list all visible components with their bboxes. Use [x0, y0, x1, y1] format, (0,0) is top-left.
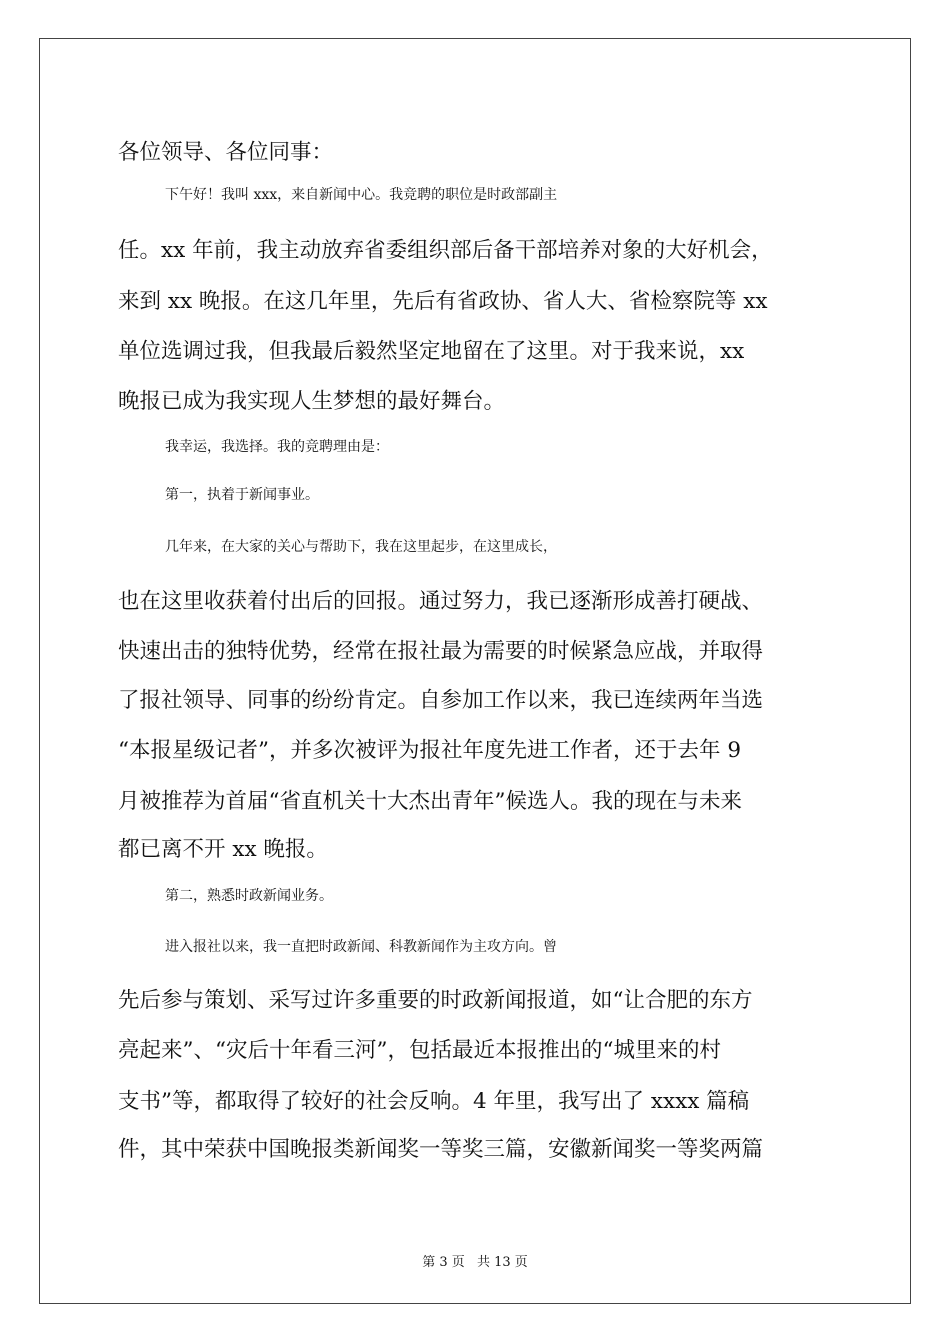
paragraph-line: 来到 xx 晚报。在这几年里，先后有省政协、省人大、省检察院等 xx [118, 289, 768, 314]
paragraph-line: 支书”等，都取得了较好的社会反响。4 年里，我写出了 xxxx 篇稿 [118, 1089, 750, 1114]
paragraph-line: 晚报已成为我实现人生梦想的最好舞台。 [118, 389, 506, 414]
paragraph-line: 几年来，在大家的关心与帮助下，我在这里起步，在这里成长， [165, 539, 557, 555]
paragraph-line: 单位选调过我，但我最后毅然坚定地留在了这里。对于我来说，xx [118, 339, 745, 364]
paragraph-line: 亮起来”、“灾后十年看三河”，包括最近本报推出的“城里来的村 [118, 1038, 721, 1063]
paragraph-line: 下午好！我叫 xxx，来自新闻中心。我竞聘的职位是时政部副主 [165, 187, 558, 203]
paragraph-line: 都已离不开 xx 晚报。 [118, 837, 328, 862]
page-number: 第 3 页 [422, 1255, 465, 1270]
paragraph-line: 进入报社以来，我一直把时政新闻、科教新闻作为主攻方向。曾 [165, 939, 557, 955]
section-heading: 第一，执着于新闻事业。 [165, 487, 319, 503]
paragraph-line: 也在这里收获着付出后的回报。通过努力，我已逐渐形成善打硬战、 [118, 589, 764, 614]
page-total: 共 13 页 [476, 1255, 528, 1270]
paragraph-line: 先后参与策划、采写过许多重要的时政新闻报道，如“让合肥的东方 [118, 988, 753, 1013]
paragraph-line: 件，其中荣获中国晚报类新闻奖一等奖三篇，安徽新闻奖一等奖两篇 [118, 1137, 764, 1162]
paragraph-line: 了报社领导、同事的纷纷肯定。自参加工作以来，我已连续两年当选 [118, 688, 764, 713]
paragraph-line: “本报星级记者”，并多次被评为报社年度先进工作者，还于去年 9 [118, 738, 741, 763]
paragraph-line: 任。xx 年前，我主动放弃省委组织部后备干部培养对象的大好机会， [118, 238, 773, 263]
page-border [39, 38, 911, 1304]
paragraph-line: 我幸运，我选择。我的竞聘理由是： [165, 439, 389, 455]
paragraph-line: 快速出击的独特优势，经常在报社最为需要的时候紧急应战，并取得 [118, 639, 764, 664]
paragraph-line: 月被推荐为首届“省直机关十大杰出青年”候选人。我的现在与未来 [118, 789, 742, 814]
salutation: 各位领导、各位同事： [118, 140, 334, 165]
page-footer [0, 1251, 950, 1270]
section-heading: 第二，熟悉时政新闻业务。 [165, 888, 333, 904]
